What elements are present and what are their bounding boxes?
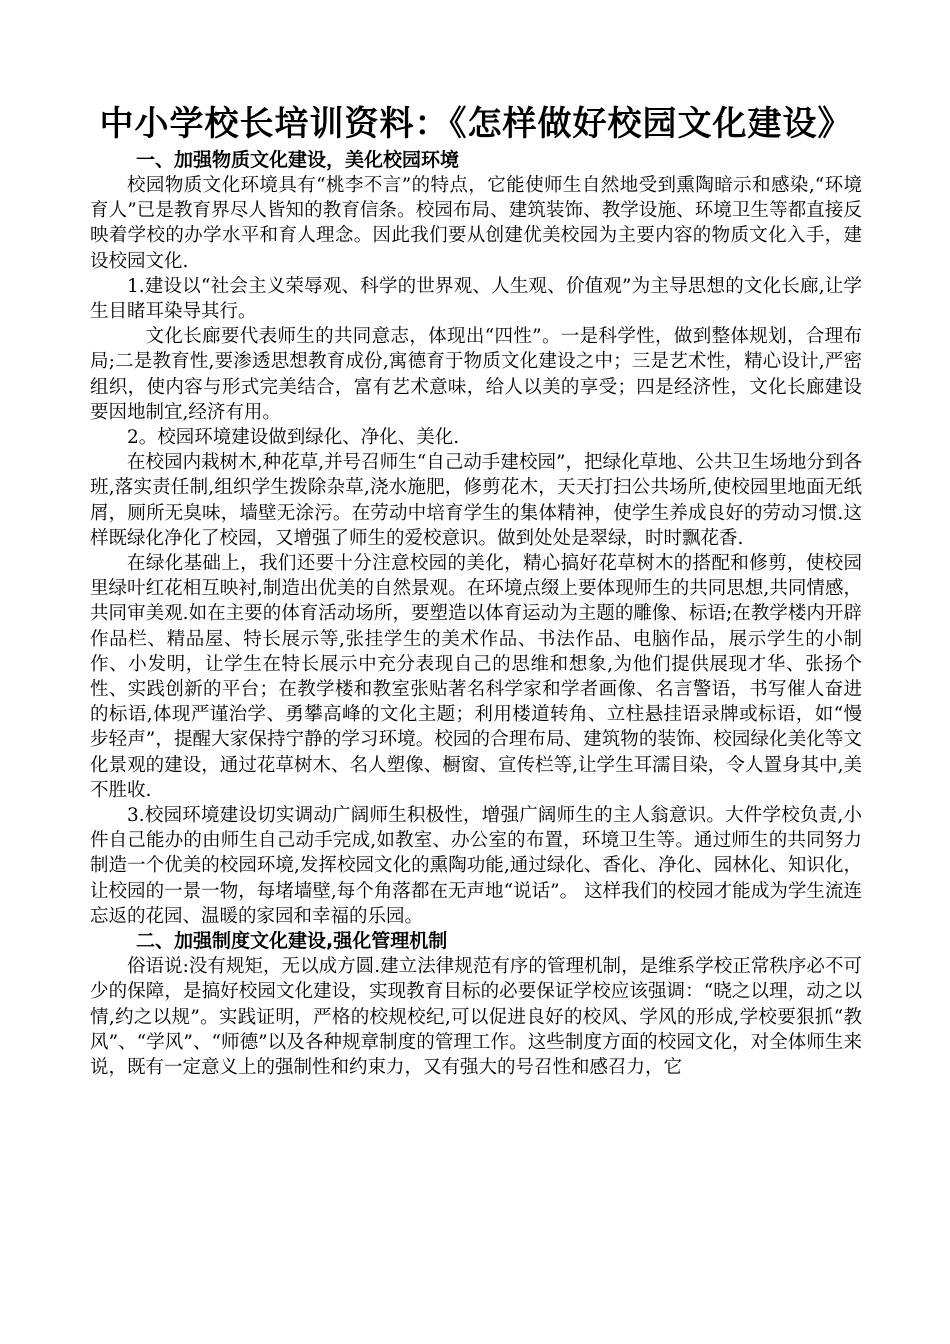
paragraph: 在绿化基础上，我们还要十分注意校园的美化，精心搞好花草树木的搭配和修剪，使校园里绿叶红花相互映衬,制造出优美的自然景观。在环境点缀上要体现师生的共同思想,共同情感，共同审美观.如在主要的体育活动场所，要塑造以体育运动为主题的雕像、标语;在教学楼内开辟作品栏、精品屋、特长展示等,张挂学生的美术作品、书法作品、电脑作品，展示学生的小制作、小发明，让学生在特长展示中充分表现自己的思维和想象,为他们提供展现才华、张扬个性、实践创新的平台；在教学楼和教室张贴著名科学家和学者画像、名言警语，书写催人奋进的标语,体现严谨治学、勇攀高峰的文化主题；利用楼道转角、立柱悬挂语录牌或标语，如“慢步轻声”，提醒大家保持宁静的学习环境。校园的合理布局、建筑物的装饰、校园绿化美化等文化景观的建设，通过花草树木、名人塑像、橱窗、宣传栏等,让学生耳濡目染，令人置身其中,美不胜收. — [90, 553, 862, 801]
paragraph: 校园物质文化环境具有“桃李不言”的特点，它能使师生自然地受到熏陶暗示和感染,“环境育人”已是教育界尽人皆知的教育信条。校园布局、建筑装饰、教学设施、环境卫生等都直接反映着学校的办学水平和育人理念。因此我们要从创建优美校园为主要内容的物质文化入手，建设校园文化. — [90, 175, 862, 272]
paragraph: 1.建设以“社会主义荣辱观、科学的世界观、人生观、价值观”为主导思想的文化长廊,让学生目睹耳染导其行。 — [90, 275, 862, 323]
paragraph: 俗语说:没有规矩，无以成方圆.建立法律规范有序的管理机制，是维系学校正常秩序必不可少的保障，是搞好校园文化建设，实现教育目标的必要保证学校应该强调：“晓之以理，动之以情,约之以规”。实践证明，严格的校规校纪,可以促进良好的校风、学风的形成,学校要狠抓“教风”、“学风”、“师德”以及各种规章制度的管理工作。这些制度方面的校园文化，对全体师生来说，既有一定意义上的强制性和约束力，又有强大的号召性和感召力，它 — [90, 956, 862, 1078]
paragraph: 文化长廊要代表师生的共同意志，体现出“四性”。一是科学性，做到整体规划，合理布局;二是教育性,要渗透思想教育成份,寓德育于物质文化建设之中；三是艺术性，精心设计,严密组织，使内容与形式完美结合，富有艺术意味，给人以美的享受；四是经济性，文化长廊建设要因地制宜,经济有用。 — [90, 326, 862, 423]
section-heading-2: 二、加强制度文化建设,强化管理机制 — [136, 930, 448, 953]
paragraph: 在校园内栽树木,种花草,并号召师生“自己动手建校园”，把绿化草地、公共卫生场地分到各班,落实责任制,组织学生拨除杂草,浇水施肥，修剪花木，天天打扫公共场所,使校园里地面无纸屑，厕所无臭味，墙壁无涂污。在劳动中培育学生的集体精神，使学生养成良好的劳动习惯.这样既绿化净化了校园，又增强了师生的爱校意识。做到处处是翠绿，时时飘花香. — [90, 452, 862, 549]
section-heading-1: 一、加强物质文化建设，美化校园环境 — [136, 149, 460, 171]
paragraph: 2。校园环境建设做到绿化、净化、美化. — [127, 427, 460, 449]
paragraph: 3.校园环境建设切实调动广阔师生积极性，增强广阔师生的主人翁意识。大件学校负责,小件自己能办的由师生自己动手完成,如教室、办公室的布置，环境卫生等。通过师生的共同努力制造一个优美的校园环境,发挥校园文化的熏陶功能,通过绿化、香化、净化、园林化、知识化，让校园的一景一物，每堵墙壁,每个角落都在无声地“说话”。 这样我们的校园才能成为学生流连忘返的花园、温暖的家园和幸福的乐园。 — [90, 805, 862, 927]
document-title: 中小学校长培训资料：《怎样做好校园文化建设》 — [99, 104, 853, 144]
document-body — [90, 100, 862, 1080]
